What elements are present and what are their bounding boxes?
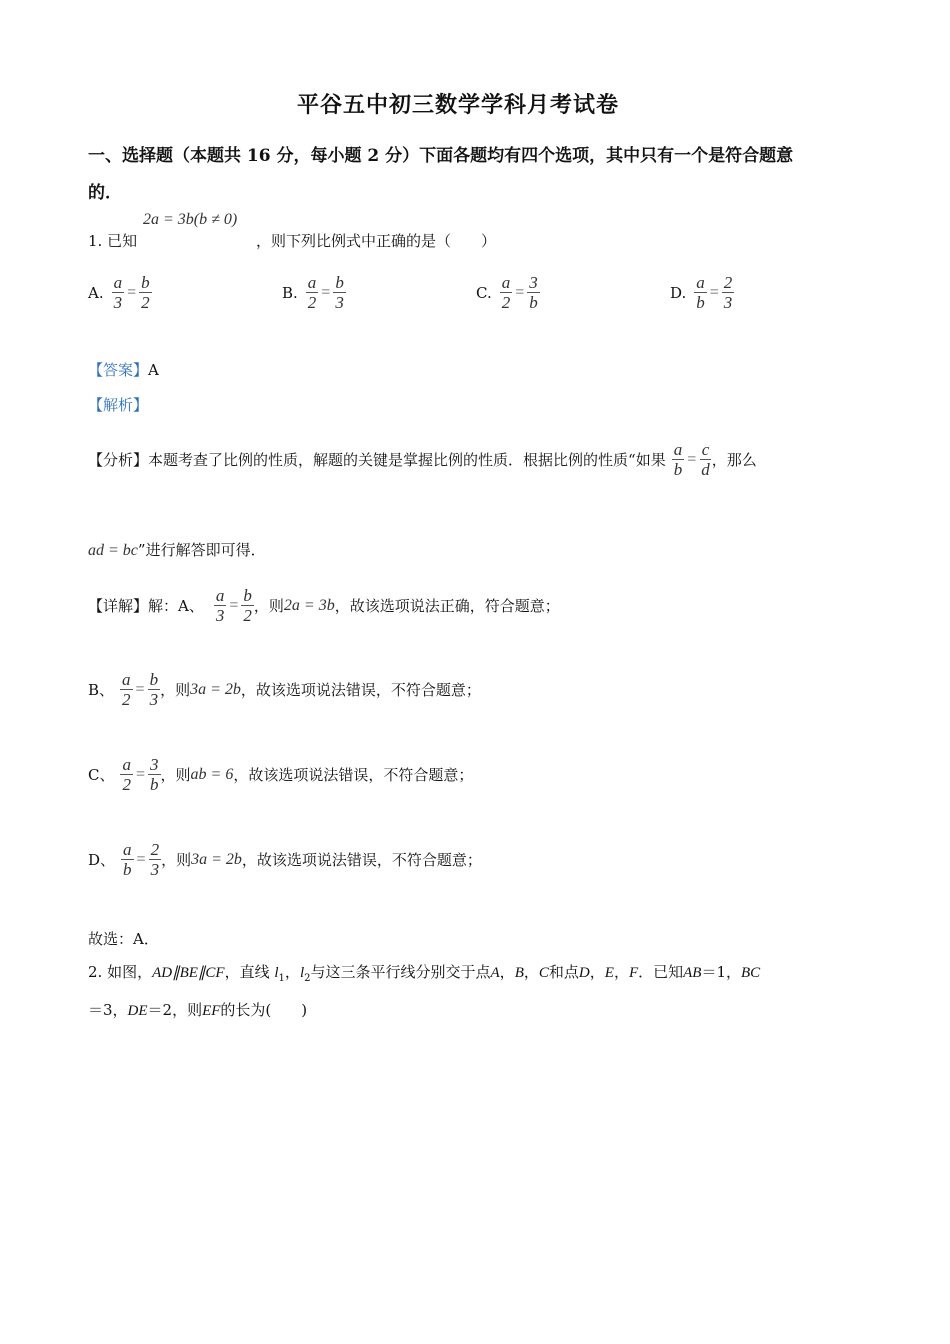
analysis-tag: 【解析】 <box>88 396 149 414</box>
detail-then: ，则 <box>160 681 191 699</box>
q1-option-d: D. $\frac{a}{b}$ = $\frac{2}{3}$ <box>670 273 733 312</box>
analysis-fraction-left: $\frac{a}{b}$ <box>673 440 683 479</box>
page-title: 平谷五中初三数学学科月考试卷 <box>297 92 620 118</box>
analysis-label: 【分析】 <box>88 451 149 469</box>
answer-line <box>88 359 159 380</box>
detail-row-a: 【详解】 解：A、 $\frac{a}{3}$ = $\frac{b}{2}$ ，则 2a = 3b ，故该选项说法正确，符合题意； <box>88 586 560 625</box>
analysis-paragraph: 【分析】 本题考查了比例的性质，解题的关键是掌握比例的性质．根据比例的性质“如果 $\frac{a}{b}$ = $\frac{c}{d}$ ，那么 <box>88 440 757 479</box>
q1-option-b: B. $\frac{a}{2}$ = $\frac{b}{3}$ <box>282 273 344 312</box>
answer-value: A <box>148 361 159 379</box>
fraction-left: $\frac{a}{2}$ <box>122 755 131 794</box>
analysis-text: 本题考查了比例的性质，解题的关键是掌握比例的性质．根据比例的性质“如果 <box>148 451 666 469</box>
detail-prefix: D、 <box>88 851 116 869</box>
fraction-right: $\frac{b}{3}$ <box>335 273 344 312</box>
option-label: B. <box>282 283 298 302</box>
detail-comment: ，故该选项说法正确，符合题意； <box>334 597 560 615</box>
detail-conclusion: 故选：A． <box>88 930 159 948</box>
detail-comment: ，故该选项说法错误，不符合题意； <box>233 766 474 784</box>
q2-line1: 2. 如图，AD∥BE∥CF，直线 $l_1$，$l_2$与这三条平行线分别交于点A，B，C和点D，E，F．已知AB＝1，BC <box>88 963 761 984</box>
option-label: A. <box>88 283 104 302</box>
q1-option-c: C. $\frac{a}{2}$ = $\frac{3}{b}$ <box>476 273 538 312</box>
detail-result: ab = 6 <box>190 765 234 783</box>
detail-prefix: B、 <box>88 681 115 699</box>
detail-intro: 解：A、 <box>148 597 204 615</box>
detail-comment: ，故该选项说法错误，不符合题意； <box>240 681 481 699</box>
detail-row-b: B、 $\frac{a}{2}$ = $\frac{b}{3}$ ，则 3a = 2b ，故该选项说法错误，不符合题意； <box>88 670 481 709</box>
analysis-fraction-right: $\frac{c}{d}$ <box>701 440 710 479</box>
analysis-after: ，那么 <box>711 451 757 469</box>
detail-result: 2a = 3b <box>283 596 335 614</box>
q1-prefix: 1. 已知 <box>88 232 138 250</box>
section-heading-line1: 一、选择题（本题共 16 分，每小题 2 分）下面各题均有四个选项，其中只有一个是符合题意 <box>88 146 794 166</box>
answer-tag: 【答案】 <box>88 361 149 379</box>
fraction-left: $\frac{a}{2}$ <box>307 273 317 312</box>
q1-given-formula: 2a = 3b(b ≠ 0) <box>143 211 238 228</box>
q1-suffix: ，则下列比例式中正确的是（ ） <box>256 232 497 250</box>
section-heading-line2: 的． <box>88 183 122 203</box>
detail-prefix: C、 <box>88 766 115 784</box>
fraction-right: $\frac{3}{b}$ <box>529 273 538 312</box>
analysis-formula-line <box>88 539 266 560</box>
detail-then: ，则 <box>253 597 284 615</box>
detail-then: ，则 <box>161 851 192 869</box>
analysis-formula: ad = bc <box>88 542 138 559</box>
fraction-right: $\frac{b}{3}$ <box>149 670 159 709</box>
detail-label: 【详解】 <box>88 597 149 615</box>
detail-result: 3a = 2b <box>190 680 241 698</box>
detail-then: ，则 <box>160 766 191 784</box>
q2-line2: ＝3，DE＝2，则EF的长为( ) <box>88 1001 308 1019</box>
q2-parallel-lines: AD∥BE∥CF <box>152 965 225 981</box>
option-label: D. <box>670 283 687 302</box>
fraction-left: $\frac{a}{b}$ <box>123 840 132 879</box>
option-label: C. <box>476 283 492 302</box>
fraction-right: $\frac{b}{2}$ <box>141 273 150 312</box>
q1-option-a: A. $\frac{a}{3}$ = $\frac{b}{2}$ <box>88 273 150 312</box>
fraction-right: $\frac{3}{b}$ <box>150 755 159 794</box>
detail-result: 3a = 2b <box>191 850 242 868</box>
fraction-right: $\frac{b}{2}$ <box>243 586 252 625</box>
detail-row-c: C、 $\frac{a}{2}$ = $\frac{3}{b}$ ，则 ab = 6 ，故该选项说法错误，不符合题意； <box>88 755 474 794</box>
fraction-left: $\frac{a}{2}$ <box>122 670 131 709</box>
analysis-end: ”进行解答即可得． <box>137 541 266 559</box>
fraction-left: $\frac{a}{3}$ <box>215 586 225 625</box>
fraction-left: $\frac{a}{b}$ <box>696 273 705 312</box>
fraction-right: $\frac{2}{3}$ <box>150 840 160 879</box>
detail-row-d: D、 $\frac{a}{b}$ = $\frac{2}{3}$ ，则 3a = 2b ，故该选项说法错误，不符合题意； <box>88 840 482 879</box>
fraction-left: $\frac{a}{3}$ <box>113 273 123 312</box>
fraction-left: $\frac{a}{2}$ <box>501 273 511 312</box>
detail-comment: ，故该选项说法错误，不符合题意； <box>241 851 482 869</box>
fraction-right: $\frac{2}{3}$ <box>723 273 733 312</box>
